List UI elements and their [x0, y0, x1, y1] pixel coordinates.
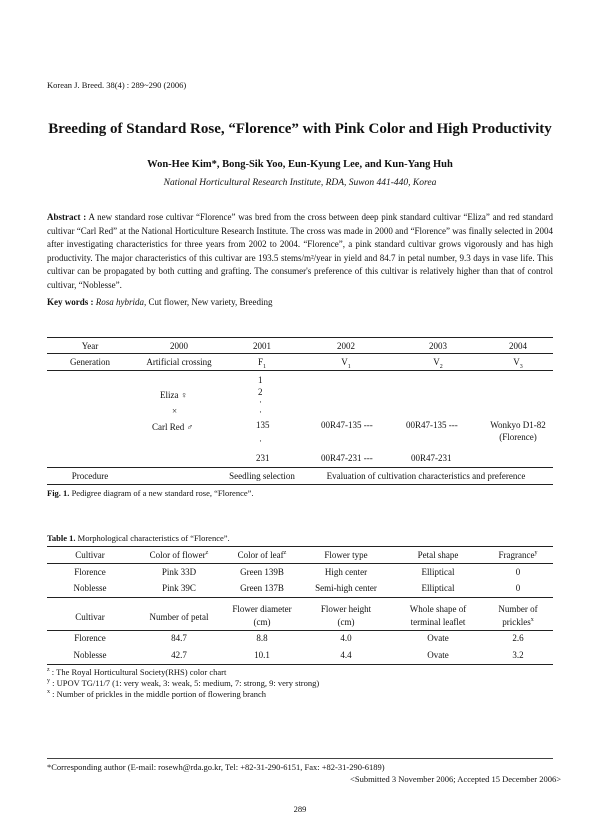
- generation-v3: $V_3$: [513, 357, 523, 370]
- figure-procedure-rule: [47, 467, 553, 468]
- keywords: [47, 297, 273, 307]
- year-2004: 2004: [509, 341, 527, 351]
- procedure-label: Procedure: [71, 471, 109, 481]
- page-number: 289: [293, 804, 307, 814]
- table-cell: Florence: [74, 633, 106, 643]
- generation-v1: $V_1$: [341, 357, 351, 370]
- table-cell: Pink 39C: [162, 583, 196, 593]
- table-cell: 4.0: [340, 633, 352, 643]
- table-cell: Semi-high center: [315, 583, 377, 593]
- journal-citation: Korean J. Breed. 38(4) : 289~290 (2006): [47, 80, 187, 90]
- paper-title: Breeding of Standard Rose, “Florence” with Pink Color and High Productivity: [48, 121, 552, 137]
- seedling-dot: ·: [259, 407, 262, 417]
- table-header: Cultivar: [75, 612, 105, 622]
- table-mid-rule: [47, 597, 553, 598]
- year-2003: 2003: [429, 341, 447, 351]
- figure-bottom-rule: [47, 484, 553, 485]
- year-2001: 2001: [253, 341, 271, 351]
- table-cell: 4.4: [340, 650, 352, 660]
- line-135-2002: 00R47-135 ---: [321, 420, 373, 430]
- generation-v2: $V_2$: [433, 357, 443, 370]
- table-header: (cm): [253, 617, 271, 627]
- corresponding-author: *Corresponding author (E-mail: rosewh@rda.go.kr, Tel: +82-31-290-6151, Fax: +82-31-290-6189): [47, 762, 385, 772]
- seedling-number: 1: [258, 375, 263, 385]
- table-cell: Ovate: [427, 650, 449, 660]
- table-header: terminal leaflet: [410, 617, 466, 627]
- table-header: Number of petal: [149, 612, 209, 622]
- table-header: Color of flower$^z$: [149, 550, 209, 560]
- abstract-label: Abstract :: [47, 212, 87, 222]
- line-135-2004: Wonkyo D1-82: [490, 420, 546, 430]
- table-cell: Green 139B: [240, 567, 284, 577]
- procedure-seedling: Seedling selection: [229, 471, 295, 481]
- seedling-dot: ·: [259, 397, 262, 407]
- table-header: Cultivar: [75, 550, 105, 560]
- table-caption: Table 1. Morphological characteristics of “Florence”.: [47, 533, 230, 543]
- table-cell: Green 137B: [240, 583, 284, 593]
- table-header: Flower type: [324, 550, 368, 560]
- line-135-2003: 00R47-135 ---: [406, 420, 458, 430]
- table-cell: 3.2: [512, 650, 524, 660]
- affiliation: National Horticultural Research Institute, RDA, Suwon 441-440, Korea: [163, 178, 437, 188]
- seedling-number-231: 231: [256, 453, 270, 463]
- table-cell: 84.7: [171, 633, 187, 643]
- table-header: prickles$^x$: [502, 617, 534, 627]
- table-header: Flower diameter: [232, 604, 292, 614]
- table-cell: Florence: [74, 567, 106, 577]
- table-cell: 2.6: [512, 633, 524, 643]
- table-cell: Ovate: [427, 633, 449, 643]
- abstract: [47, 211, 553, 293]
- table-cell: 0: [515, 567, 521, 577]
- table-header: Fragrance$^y$: [498, 550, 538, 560]
- submission-dates: <Submitted 3 November 2006; Accepted 15 December 2006>: [350, 774, 561, 784]
- table-top-rule: [47, 546, 553, 547]
- year-2000: 2000: [170, 341, 188, 351]
- table-cell: Pink 33D: [161, 567, 197, 577]
- figure-top-rule: [47, 337, 553, 338]
- table-header: Petal shape: [417, 550, 459, 560]
- seedling-dot: ·: [259, 436, 262, 446]
- table-footnote: $^z$ : The Royal Horticultural Society(RHS) color chart: [47, 667, 227, 677]
- seedling-number: 2: [258, 387, 263, 397]
- table-header: Color of leaf$^z$: [237, 550, 287, 560]
- footer-rule: [47, 758, 553, 759]
- table-header: (cm): [337, 617, 355, 627]
- florence-label: (Florence): [499, 432, 537, 442]
- table-cell: Elliptical: [421, 583, 455, 593]
- table-header: Whole shape of: [409, 604, 467, 614]
- table-cell: 42.7: [171, 650, 187, 660]
- parent-eliza: Eliza ♀: [160, 390, 188, 400]
- table-cell: 10.1: [254, 650, 270, 660]
- procedure-evaluation: Evaluation of cultivation characteristics and preference: [326, 471, 526, 481]
- figure-caption: Fig. 1. Pedigree diagram of a new standard rose, “Florence”.: [47, 488, 254, 498]
- year-label: Year: [81, 341, 99, 351]
- line-231-2002: 00R47-231 ---: [321, 453, 373, 463]
- table-cell: 0: [515, 583, 521, 593]
- table-header-rule: [47, 563, 553, 564]
- table-cell: Elliptical: [421, 567, 455, 577]
- table-bottom-rule: [47, 664, 553, 665]
- table-header-rule: [47, 630, 553, 631]
- figure-generation-rule: [47, 370, 553, 371]
- cross-symbol: ×: [172, 406, 178, 416]
- table-cell: 8.8: [256, 633, 268, 643]
- year-2002: 2002: [337, 341, 355, 351]
- table-header: Number of: [498, 604, 538, 614]
- generation-crossing: Artificial crossing: [146, 357, 212, 367]
- author-list: Won-Hee Kim*, Bong-Sik Yoo, Eun-Kyung Lee, and Kun-Yang Huh: [147, 159, 453, 170]
- keywords-label: Key words :: [47, 297, 94, 307]
- line-231-2003: 00R47-231: [411, 453, 452, 463]
- figure-year-rule: [47, 353, 553, 354]
- generation-f1: $F_1$: [257, 357, 266, 370]
- table-cell: Noblesse: [73, 583, 107, 593]
- table-cell: Noblesse: [73, 650, 107, 660]
- keyword-species: Rosa hybrida,: [95, 297, 147, 307]
- table-cell: High center: [324, 567, 368, 577]
- table-footnote: $^y$ : UPOV TG/11/7 (1: very weak, 3: weak, 5: medium, 7: strong, 9: very strong): [47, 678, 320, 688]
- table-header: Flower height: [320, 604, 372, 614]
- seedling-number-135: 135: [256, 420, 270, 430]
- keyword-rest: Cut flower, New variety, Breeding: [146, 297, 273, 307]
- parent-carl-red: Carl Red ♂: [152, 422, 194, 432]
- abstract-text: A new standard rose cultivar “Florence” was bred from the cross between deep pink standard cultivar “Eliza” and red standard cultivar “Carl Red” at the National Horticulture Research Institute. The cross was made in 2000 and “Florence” was finally selected in 2004 after investigating characteristics for three years from 2002 to 2004. “Florence”, a pink standard cultivar grows vigorously and has high productivity. The major characteristics of this cultivar are 193.5 stems/m²/year in yield and 84.7 in petal number, 9.3 days in vase life. This cultivar can be propagated by both cutting and grafting. The consumer's preference of this cultivar is relatively higher than that of control cultivar, “Noblesse”.: [47, 212, 553, 290]
- table-footnote: $^x$ : Number of prickles in the middle portion of flowering branch: [47, 689, 266, 699]
- generation-label: Generation: [70, 357, 110, 367]
